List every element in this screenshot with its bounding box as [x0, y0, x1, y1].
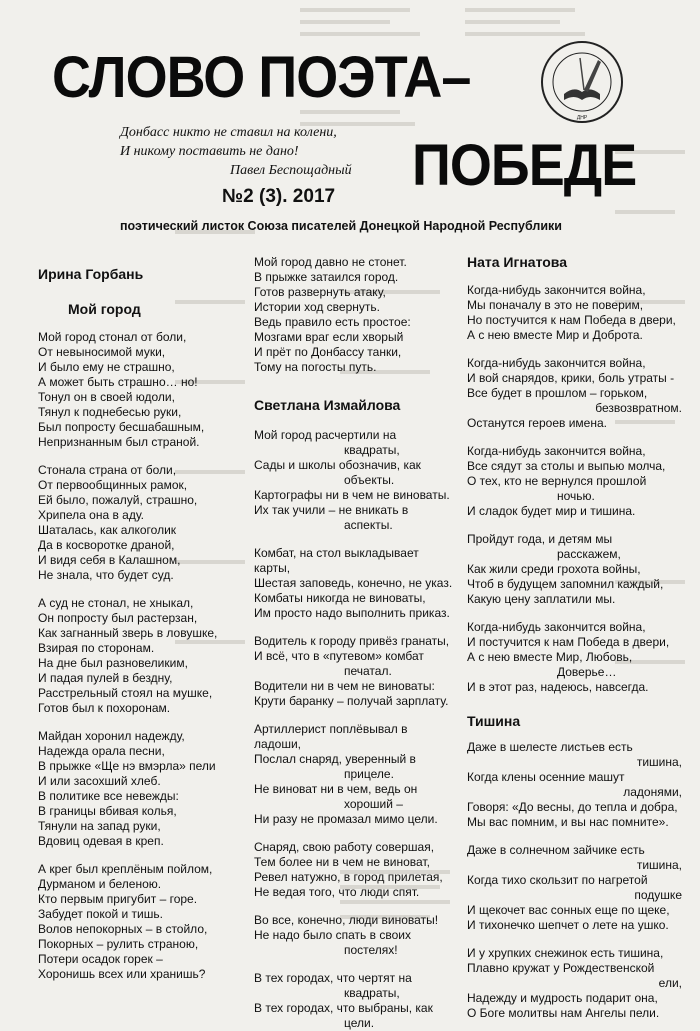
verse-line: Пройдут года, и детям мы	[467, 532, 613, 546]
verse-line: цели.	[344, 1016, 375, 1030]
verse-line: И у хрупких снежинок есть тишина,	[467, 946, 664, 960]
verse-line: Тому на погосты путь.	[254, 360, 377, 374]
verse-line: расскажем,	[557, 547, 621, 561]
verse-line: На дне был разновеликим,	[38, 656, 188, 670]
verse-line: Шестая заповедь, конечно, не указ.	[254, 576, 453, 590]
verse-line: квадраты,	[344, 986, 400, 1000]
verse-line: Не ведая того, что люди спят.	[254, 885, 420, 899]
epigraph	[120, 123, 352, 180]
verse-line: От первообщинных рамок,	[38, 478, 188, 492]
verse-line: тишина,	[636, 755, 682, 769]
issue-number: №2 (3). 2017	[222, 186, 336, 207]
verse-line: Все сядут за столы и выпью молча,	[467, 459, 666, 473]
verse-line: Когда-нибудь закончится война,	[467, 283, 646, 297]
verse-line: Хоронишь всех или хранишь?	[38, 967, 206, 981]
stanza	[467, 740, 682, 830]
verse-line: Водители ни в чем не виноваты:	[254, 679, 435, 693]
verse-line: Послал снаряд, уверенный в	[254, 752, 416, 766]
stanza	[38, 463, 238, 583]
verse-line: И всё, что в «путевом» комбат	[254, 649, 424, 663]
verse-line: Мы поначалу в это не поверим,	[467, 298, 644, 312]
verse-line: Он попросту был растерзан,	[38, 611, 198, 625]
author-name: Ната Игнатова	[467, 254, 567, 270]
verse-line: постелях!	[344, 943, 398, 957]
verse-line: Взирая по сторонам.	[38, 641, 155, 655]
verse-line: Готов развернуть атаку,	[254, 285, 386, 299]
verse-line: аспекты.	[344, 518, 393, 532]
verse-line: Вдовиц одевая в креп.	[38, 834, 164, 848]
stanza	[467, 946, 682, 1021]
verse-line: Майдан хоронил надежду,	[38, 729, 185, 743]
verse-line: А суд не стонал, не хныкал,	[38, 596, 194, 610]
stanza	[467, 444, 682, 519]
verse-line: Останутся героев имена.	[467, 416, 607, 430]
verse-line: прицеле.	[344, 767, 394, 781]
poem-title: Мой город	[68, 301, 141, 317]
verse-line: Тонул он в своей юдоли,	[38, 390, 175, 404]
verse-line: Когда клены осенние машут	[467, 770, 625, 784]
verse-line: печатал.	[344, 664, 392, 678]
stanza	[38, 596, 238, 716]
verse-line: Тянул к поднебесью руки,	[38, 405, 182, 419]
stanza	[254, 546, 454, 621]
epigraph-author: Павел Беспощадный	[230, 163, 352, 178]
stanza	[467, 283, 682, 343]
verse-line: Чтоб в будущем запомнил каждый,	[467, 577, 664, 591]
verse-line: Тянули на запад руки,	[38, 819, 161, 833]
verse-line: И было ему не страшно,	[38, 360, 175, 374]
author-name: Ирина Горбань	[38, 266, 144, 282]
verse-line: Артиллерист поплёвывал в ладоши,	[254, 722, 408, 751]
verse-line: Мой город расчертили на	[254, 428, 397, 442]
verse-line: Надежда орала песни,	[38, 744, 165, 758]
verse-line: И сладок будет мир и тишина.	[467, 504, 636, 518]
verse-line: Когда-нибудь закончится война,	[467, 356, 646, 370]
verse-line: В тех городах, что чертят на	[254, 971, 412, 985]
verse-line: Мой город стонал от боли,	[38, 330, 187, 344]
verse-line: ладонями,	[623, 785, 682, 799]
stanza	[467, 356, 682, 431]
verse-line: А крег был креплёным пойлом,	[38, 862, 213, 876]
verse-line: Как жили среди грохота войны,	[467, 562, 641, 576]
stanza	[467, 843, 682, 933]
verse-line: Им просто надо выполнить приказ.	[254, 606, 450, 620]
verse-line: Был попросту бесшабашным,	[38, 420, 205, 434]
stanza	[254, 722, 454, 827]
verse-line: Расстрельный стоял на мушке,	[38, 686, 213, 700]
verse-line: Забудет покой и тишь.	[38, 907, 163, 921]
stanza	[38, 330, 238, 450]
verse-line: Ведь правило есть простое:	[254, 315, 411, 329]
verse-line: Непризнанным был страной.	[38, 435, 200, 449]
verse-line: А с нею вместе Мир, Любовь,	[467, 650, 633, 664]
verse-line: Их так учили – не вникать в	[254, 503, 409, 517]
verse-line: А может быть страшно… но!	[38, 375, 198, 389]
verse-line: безвозвратном.	[595, 401, 682, 415]
verse-line: Говоря: «До весны, до тепла и добра,	[467, 800, 678, 814]
verse-line: Истории ход свернуть.	[254, 300, 380, 314]
verse-line: подушке	[634, 888, 682, 902]
column-1	[38, 266, 238, 982]
stanza	[254, 971, 454, 1031]
stanza	[38, 862, 238, 982]
verse-line: Мы вас помним, и вы нас помните».	[467, 815, 669, 829]
verse-line: Водитель к городу привёз гранаты,	[254, 634, 450, 648]
verse-line: И тихонечко шепчет о лете на ушко.	[467, 918, 669, 932]
verse-line: И прёт по Донбассу танки,	[254, 345, 402, 359]
verse-line: В политике все невежды:	[38, 789, 179, 803]
verse-line: тишина,	[636, 858, 682, 872]
verse-line: объекты.	[344, 473, 395, 487]
verse-line: В прыжке затаился город.	[254, 270, 399, 284]
verse-line: Картографы ни в чем не виноваты.	[254, 488, 450, 502]
verse-line: ночью.	[557, 489, 595, 503]
verse-line: И или засохший хлеб.	[38, 774, 161, 788]
writers-union-logo-icon	[540, 40, 624, 124]
verse-line: Волов непокорных – в стойло,	[38, 922, 208, 936]
verse-line: В тех городах, что выбраны, как	[254, 1001, 433, 1015]
verse-line: Готов был к похоронам.	[38, 701, 171, 715]
poem-title: Тишина	[467, 713, 521, 729]
stanza	[254, 840, 454, 900]
verse-line: Доверье…	[557, 665, 617, 679]
verse-line: Ревел натужно, в город прилетая,	[254, 870, 443, 884]
verse-line: Плавно кружат у Рождественской	[467, 961, 655, 975]
verse-line: Когда-нибудь закончится война,	[467, 620, 646, 634]
verse-line: Потери осадок горек –	[38, 952, 163, 966]
verse-line: Когда тихо скользит по нагретой	[467, 873, 648, 887]
verse-line: хороший –	[344, 797, 403, 811]
svg-text:ДНР: ДНР	[576, 115, 588, 121]
verse-line: И постучится к нам Победа в двери,	[467, 635, 670, 649]
verse-line: Покорных – рулить страною,	[38, 937, 199, 951]
verse-line: Даже в шелесте листьев есть	[467, 740, 633, 754]
verse-line: И в этот раз, надеюсь, навсегда.	[467, 680, 649, 694]
verse-line: Снаряд, свою работу совершая,	[254, 840, 435, 854]
verse-line: Кто первым пригубит – горе.	[38, 892, 198, 906]
subtitle: поэтический листок Союза писателей Донецкой Народной Республики	[120, 219, 562, 233]
masthead-title-line2: ПОБЕДЕ	[412, 133, 637, 198]
verse-line: Шаталась, как алкоголик	[38, 523, 177, 537]
masthead-title-line1: СЛОВО ПОЭТА–	[52, 45, 471, 110]
verse-line: Даже в солнечном зайчике есть	[467, 843, 645, 857]
epigraph-line: И никому поставить не дано!	[120, 144, 299, 159]
verse-line: Какую цену заплатили мы.	[467, 592, 616, 606]
verse-line: квадраты,	[344, 443, 400, 457]
verse-line: Когда-нибудь закончится война,	[467, 444, 646, 458]
verse-line: Не знала, что будет суд.	[38, 568, 174, 582]
verse-line: Сады и школы обозначив, как	[254, 458, 421, 472]
verse-line: Хрипела она в аду.	[38, 508, 144, 522]
verse-line: Стонала страна от боли,	[38, 463, 177, 477]
stanza	[254, 913, 454, 958]
verse-line: Комбат, на стол выкладывает карты,	[254, 546, 419, 575]
verse-line: Все будет в прошлом – горьком,	[467, 386, 648, 400]
stanza	[38, 729, 238, 849]
verse-line: Крути баранку – получай зарплату.	[254, 694, 449, 708]
verse-line: От невыносимой муки,	[38, 345, 166, 359]
stanza	[254, 255, 454, 375]
column-3	[467, 254, 682, 1021]
column-2	[254, 255, 454, 1031]
verse-line: Ни разу не промазал мимо цели.	[254, 812, 438, 826]
verse-line: Как загнанный зверь в ловушке,	[38, 626, 218, 640]
epigraph-line: Донбасс никто не ставил на колени,	[120, 125, 337, 140]
verse-line: Да в косворотке драной,	[38, 538, 175, 552]
verse-line: Дурманом и беленою.	[38, 877, 162, 891]
verse-line: Не виноват ни в чем, ведь он	[254, 782, 418, 796]
verse-line: Не надо было спать в своих	[254, 928, 411, 942]
author-name: Светлана Измайлова	[254, 397, 401, 413]
verse-line: И падая пулей в бездну,	[38, 671, 173, 685]
stanza	[467, 532, 682, 607]
verse-line: Мозгами враг если хворый	[254, 330, 404, 344]
stanza	[467, 620, 682, 695]
verse-line: В прыжке «Ще нэ вмэрла» пели	[38, 759, 216, 773]
verse-line: И видя себя в Калашном,	[38, 553, 181, 567]
verse-line: Комбаты никогда не виноваты,	[254, 591, 426, 605]
verse-line: О тех, кто не вернулся прошлой	[467, 474, 647, 488]
verse-line: Во все, конечно, люди виноваты!	[254, 913, 439, 927]
verse-line: Мой город давно не стонет.	[254, 255, 407, 269]
verse-line: О Боге молитвы нам Ангелы пели.	[467, 1006, 660, 1020]
verse-line: Тем более ни в чем не виноват,	[254, 855, 430, 869]
verse-line: Но постучится к нам Победа в двери,	[467, 313, 676, 327]
stanza	[254, 428, 454, 533]
verse-line: И вой снарядов, крики, боль утраты -	[467, 371, 675, 385]
verse-line: В границы вбивая колья,	[38, 804, 177, 818]
verse-line: А с нею вместе Мир и Доброта.	[467, 328, 643, 342]
stanza	[254, 634, 454, 709]
verse-line: И щекочет вас сонных еще по щеке,	[467, 903, 670, 917]
verse-line: ели,	[658, 976, 682, 990]
verse-line: Надежду и мудрость подарит она,	[467, 991, 658, 1005]
verse-line: Ей было, пожалуй, страшно,	[38, 493, 198, 507]
